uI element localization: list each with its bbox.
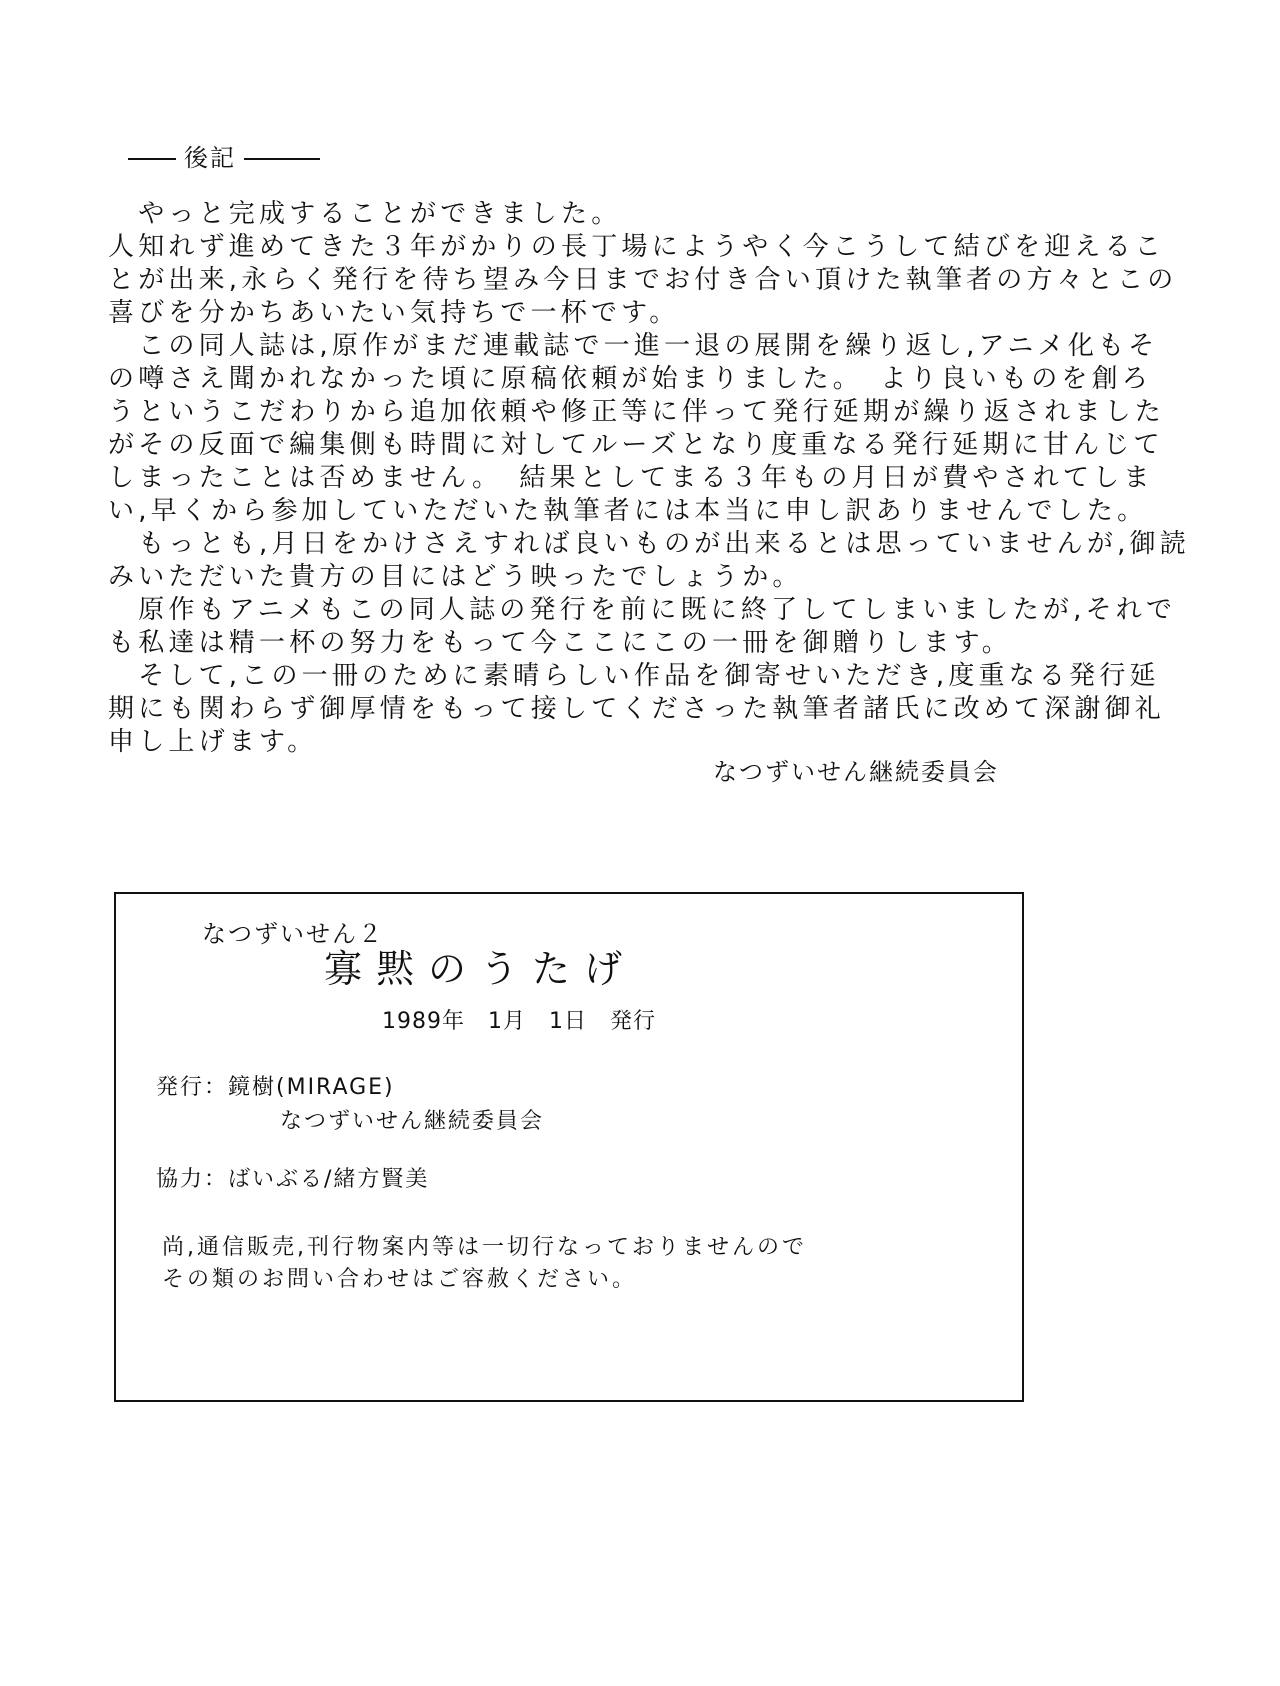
afterword-line: 申し上げます。 <box>108 727 318 757</box>
afterword-line: そして,この一冊のために素晴らしい作品を御寄せいただき,度重なる発行延 <box>108 661 1160 691</box>
afterword-heading <box>120 138 328 173</box>
colophon-date: 1989年 1月 1日 発行 <box>382 1009 656 1034</box>
colophon-cooperation: 協力：ばいぶる/緒方賢美 <box>156 1167 430 1192</box>
heading-rule-right <box>244 158 320 160</box>
afterword-line: もっとも,月日をかけさえすれば良いものが出来るとは思っていませんが,御読 <box>108 529 1190 559</box>
afterword-line: がその反面で編集側も時間に対してルーズとなり度重なる発行延期に甘んじて <box>108 430 1164 460</box>
afterword-body <box>108 198 1188 759</box>
colophon-title: 寡黙のうたげ <box>324 947 637 991</box>
colophon-publisher: 発行：鏡樹(MIRAGE) <box>156 1075 395 1100</box>
afterword-line: うというこだわりから追加依頼や修正等に伴って発行延期が繰り返されました <box>108 397 1166 427</box>
colophon-box <box>114 892 1024 1402</box>
afterword-line: この同人誌は,原作がまだ連載誌で一進一退の展開を繰り返し,アニメ化もそ <box>108 331 1159 361</box>
afterword-line: とが出来,永らく発行を待ち望み今日までお付き合い頂けた執筆者の方々とこの <box>108 265 1178 295</box>
colophon-note: その類のお問い合わせはご容赦ください。 <box>162 1267 638 1292</box>
afterword-signature: なつずいせん継続委員会 <box>713 758 999 786</box>
colophon-series: なつずいせん２ <box>202 920 384 948</box>
afterword-line: 原作もアニメもこの同人誌の発行を前に既に終了してしまいましたが,それで <box>108 595 1177 625</box>
afterword-heading-text: 後記 <box>184 144 236 172</box>
colophon-publisher-group: なつずいせん継続委員会 <box>280 1109 545 1134</box>
afterword-line: の噂さえ聞かれなかった頃に原稿依頼が始まりました。 より良いものを創ろ <box>108 364 1153 394</box>
afterword-line: しまったことは否めません。 結果としてまる３年もの月日が費やされてしま <box>108 463 1154 493</box>
afterword-line: みいただいた貴方の目にはどう映ったでしょうか。 <box>108 562 803 592</box>
afterword-line: 喜びを分かちあいたい気持ちで一杯です。 <box>108 298 680 328</box>
afterword-line: い,早くから参加していただいた執筆者には本当に申し訳ありませんでした。 <box>108 496 1148 526</box>
heading-rule-left <box>128 158 176 160</box>
afterword-line: 人知れず進めてきた３年がかりの長丁場にようやく今こうして結びを迎えるこ <box>108 232 1166 262</box>
afterword-line: も私達は精一杯の努力をもって今ここにこの一冊を御贈りします。 <box>108 628 1012 658</box>
colophon-note: 尚,通信販売,刊行物案内等は一切行なっておりませんので <box>162 1235 807 1260</box>
afterword-line: やっと完成することができました。 <box>108 199 622 229</box>
afterword-line: 期にも関わらず御厚情をもって接してくださった執筆者諸氏に改めて深謝御礼 <box>108 694 1166 724</box>
